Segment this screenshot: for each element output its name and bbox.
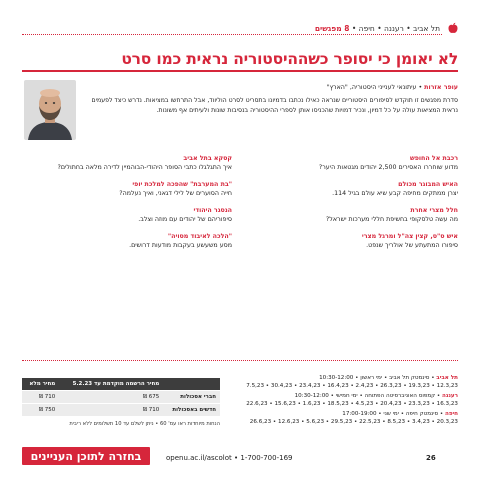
page-title: לא יאומן כי יסופר כשההיסטוריה נראית כמו סרט [121, 50, 458, 68]
lecture-item [22, 155, 232, 172]
schedule-dates: 20.3,23 • 3.4,23 • 8.5,23 • 22.5,23 • 29.5,23 • 5.6,23 • 12.6,23 • 26.6,23 [249, 418, 458, 425]
price-table [22, 378, 220, 427]
breadcrumb-sessions: 8 מפגשים [314, 24, 350, 33]
lecture-subtitle: מה עשה טלסקופי בחשיפת חללי מערכות ישראל? [325, 215, 458, 223]
lecture-item [22, 233, 232, 250]
series-description: סדרת מפגשים זו תוקדש לסיפורים היסטוריים שנראה כאילו נכתבו בדמיונו בתסריט לסרט הוליווד, אבל התרחשו במציאות. נדרש כיצד לפעמים נראית המציאות עולה על כל דמיון, ונכיר דמויות שהכניסו אותן לספרי ההיסטוריה בנסיבות שונות ולעיתים אף משונות. [91, 97, 458, 114]
lecture-subtitle: סיפוריהם של יהודים עם מוזה וצלב. [138, 215, 232, 223]
breadcrumb [315, 24, 440, 33]
price-early: 710 ₪ [59, 404, 163, 417]
lecture-column-right [248, 155, 458, 259]
header-divider [22, 34, 442, 35]
table-row [22, 391, 220, 404]
price-header-full: מחיר מלא [22, 378, 59, 391]
breadcrumb-cities: תל אביב • רעננה • חיפה • [349, 24, 440, 33]
lecture-list [22, 155, 458, 275]
section-divider [22, 360, 458, 361]
apple-icon [447, 22, 459, 34]
lecturer-photo [24, 80, 76, 140]
schedule-row [238, 411, 458, 426]
lecture-title: "בת המערבת" שהפכה למלכת יופי [132, 181, 232, 188]
lecture-item [22, 207, 232, 224]
schedule-city: תל אביב [436, 375, 458, 381]
schedule [238, 375, 458, 429]
schedule-row [238, 393, 458, 408]
lecture-subtitle: מדוע שוחררו האסירים 2,500 יהודים מגטאות היער? [318, 163, 458, 171]
lecture-title: איש ס"ס, קצין צה"ל ומרגל מצרי [361, 233, 458, 240]
schedule-details: • סינמטק תל אביב • ימי ראשון • 10:30-12:00 [319, 375, 437, 381]
lecture-subtitle: איך התגלגלו כתבי הסופר היהודי-הבוהמיין לדירה מלאה בחתולים? [57, 163, 232, 171]
schedule-details: • קמפוס האוניברסיטה הפתוחה • ימי חמישי • 10:30-12:00 [294, 393, 442, 400]
lecture-subtitle: יצרן ממתקים מחיפה קבע שיא עולם בגיל 114. [332, 189, 458, 197]
schedule-row [238, 375, 458, 390]
schedule-city: חיפה [444, 411, 458, 418]
title-divider [22, 70, 458, 72]
price-header-early: מחיר הרשמה מוקדמת עד 5.2.23 [59, 378, 163, 391]
schedule-dates: 12.3,23 • 19.3,23 • 26.3,23 • 2.4,23 • 16.4,23 • 23.4,23 • 30.4,23 • 7.5,23 [246, 382, 458, 389]
lecturer-line [88, 84, 458, 93]
price-row-label: חברי אסכולות [163, 391, 220, 404]
page-number: 26 [426, 454, 436, 462]
lecture-title: האיש המבוגר מכולם [398, 181, 458, 188]
table-row [22, 404, 220, 417]
lecture-subtitle: סיפורו המתעתע של אולריך שנפט. [366, 241, 458, 249]
back-to-contents-button[interactable]: בחזרה לתוכן העניינים [22, 447, 150, 465]
lecture-title: חלל מצרי אחרת [410, 207, 458, 214]
lecture-subtitle: חייה הסוערים של לילי דגאני, ואיך נעלמה? [119, 189, 232, 197]
lecture-item [248, 155, 458, 172]
lecture-item [248, 233, 458, 250]
price-note: הנחות מיוחדות ראו עמ' 60 • ניתן לשלם עד 10 תשלומים ללא ריבית [69, 421, 220, 427]
lecturer-role: • עיתונאי לענייני היסטוריה, "הארץ" [326, 84, 425, 91]
lecture-column-left [22, 155, 232, 259]
lecture-title: הנסגר היהודי [193, 207, 232, 214]
schedule-dates: 16.3,23 • 23.3,23 • 20.4,23 • 4.5,23 • 18.5,23 • 1.6,23 • 15.6,23 • 22.6,23 [246, 400, 458, 407]
lecture-item [248, 181, 458, 198]
schedule-details: • סינמטק חיפה • ימי שני • 17:00-19:00 [342, 411, 445, 418]
footer-contact-link[interactable]: openu.ac.il/ascolot • 1-700-700-169 [166, 454, 293, 462]
schedule-city: רעננה [441, 393, 458, 400]
lecture-item [22, 181, 232, 198]
lecture-title: "הלכה לאיבוד מסויה" [167, 233, 232, 240]
price-early: 675 ₪ [59, 391, 163, 404]
price-full: 750 ₪ [22, 404, 59, 417]
price-header-label [163, 378, 220, 391]
lecture-title: קסקא בתל אביב [183, 155, 232, 162]
price-full: 710 ₪ [22, 391, 59, 404]
lecture-subtitle: מסע משעשע בעקבות מודעות דרושים. [129, 241, 232, 249]
price-row-label: חדשים באסכולות [163, 404, 220, 417]
lecture-item [248, 207, 458, 224]
lecturer-name: עופר אזרות [424, 84, 458, 91]
lecture-title: רכבת אל החופש [409, 155, 458, 162]
